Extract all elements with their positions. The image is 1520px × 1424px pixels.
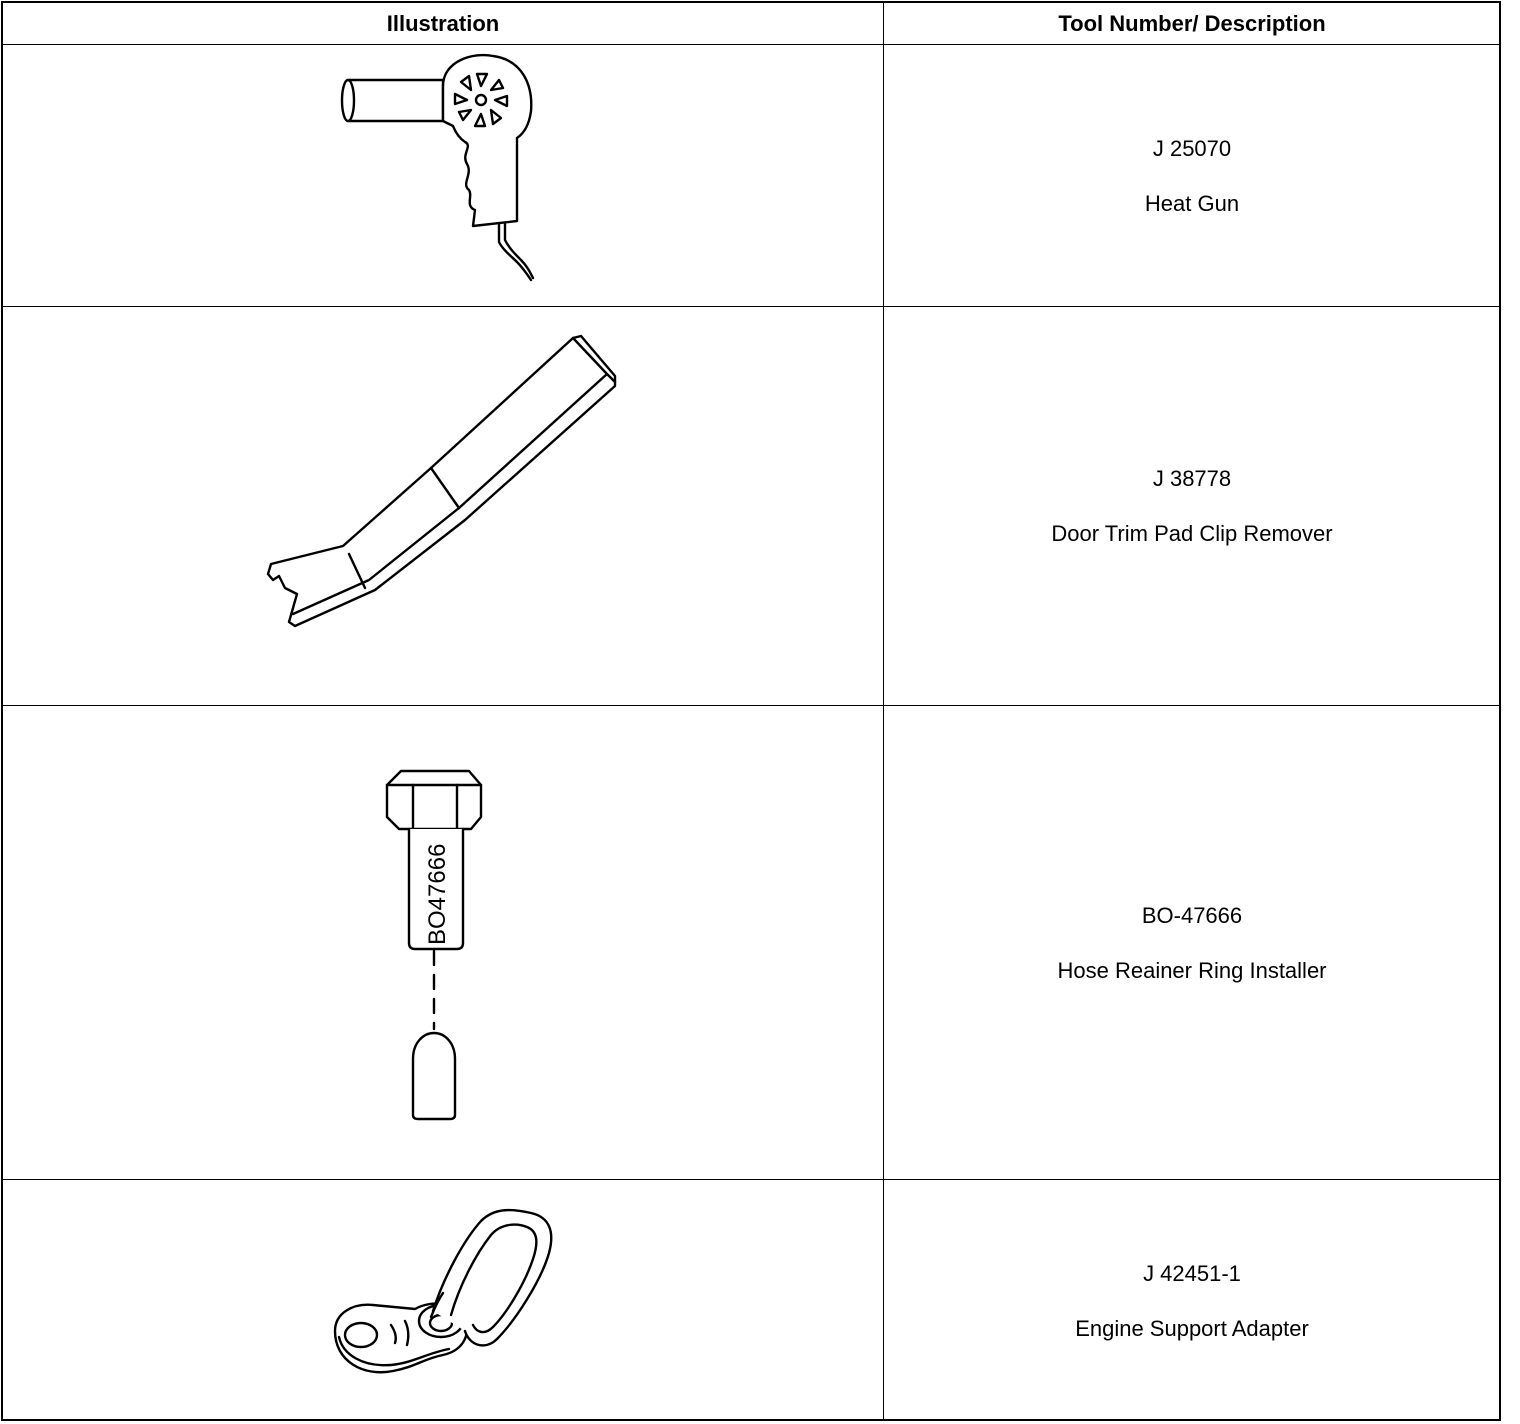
table-row <box>885 46 1499 306</box>
table-row <box>3 308 883 705</box>
illustration-header: Illustration <box>386 11 500 36</box>
row-divider <box>3 705 1499 706</box>
tool-number: BO-47666 <box>1141 902 1243 928</box>
heat-gun-icon <box>3 46 883 306</box>
tool-table <box>1 1 1501 1421</box>
ring-installer-icon <box>3 707 883 1179</box>
tool-description: Heat Gun <box>1144 190 1240 216</box>
table-row <box>3 1181 883 1421</box>
table-row <box>885 1181 1499 1421</box>
description-header: Tool Number/ Description <box>1058 11 1326 36</box>
row-divider <box>3 306 1499 307</box>
table-row <box>3 46 883 306</box>
clip-remover-icon <box>3 308 883 705</box>
row-divider <box>3 1179 1499 1180</box>
tool-number: J 38778 <box>1152 466 1232 491</box>
tool-description: Engine Support Adapter <box>1075 1315 1309 1341</box>
tool-number: J 25070 <box>1152 135 1232 161</box>
table-row <box>885 308 1499 705</box>
tool-number: J 42451-1 <box>1143 1260 1241 1286</box>
tool-marking-label: BO47666 <box>424 843 451 945</box>
tool-description: Door Trim Pad Clip Remover <box>1051 521 1333 546</box>
table-row <box>3 707 883 1179</box>
tool-description: Hose Reainer Ring Installer <box>1057 957 1327 983</box>
column-divider <box>883 3 884 1419</box>
support-adapter-icon <box>3 1181 883 1421</box>
table-row <box>885 707 1499 1179</box>
